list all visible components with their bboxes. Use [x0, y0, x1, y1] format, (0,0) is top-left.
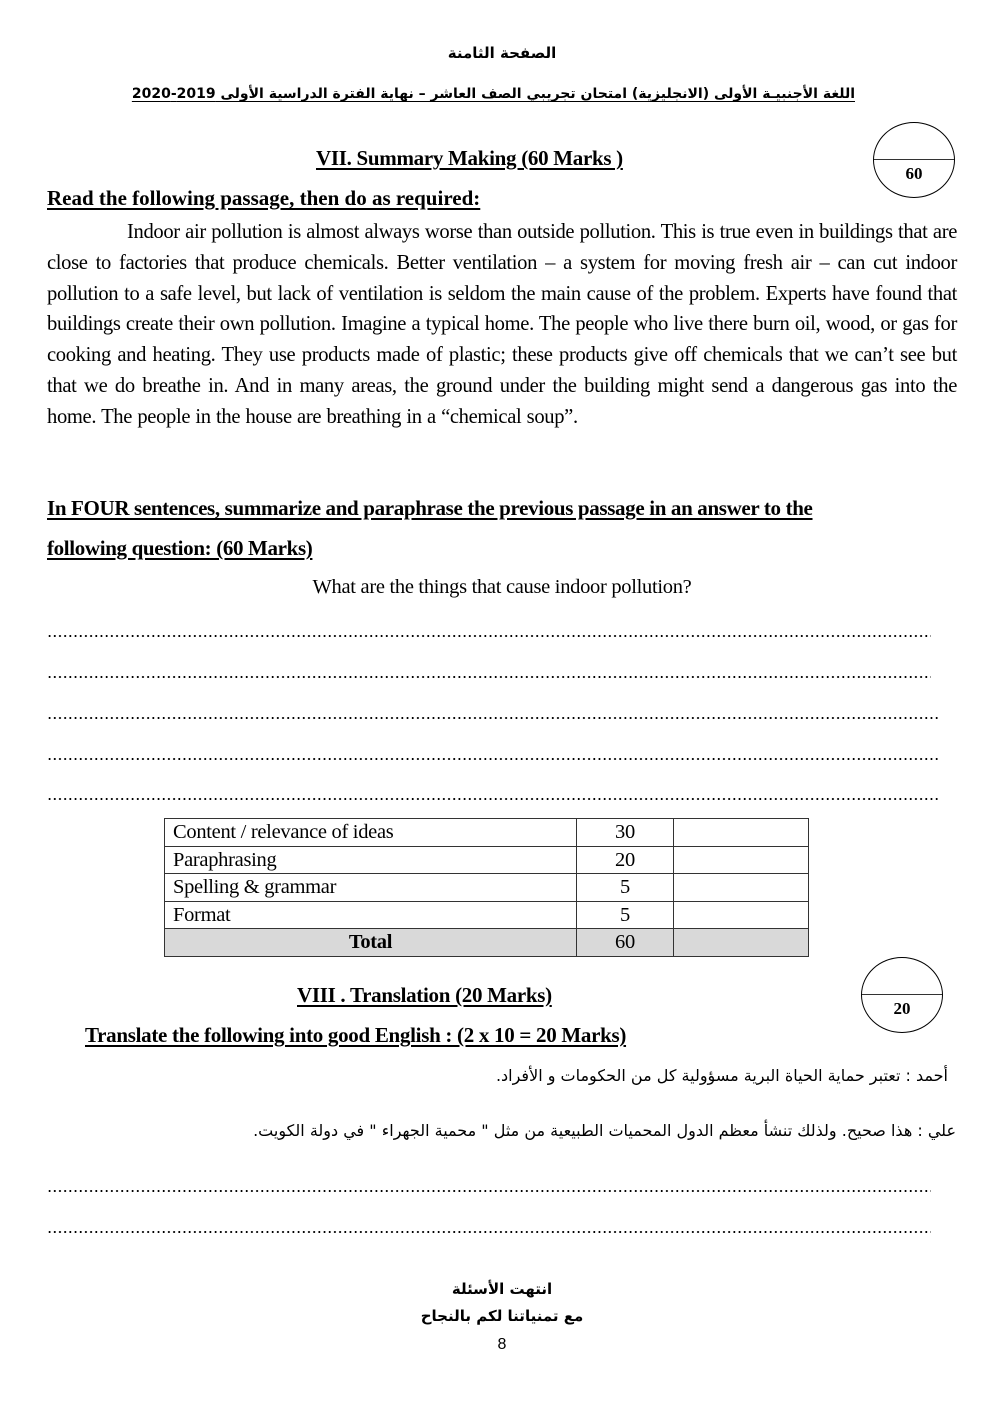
table-row [165, 846, 809, 874]
score-cell[interactable] [674, 846, 809, 874]
page-number: 8 [497, 1336, 507, 1353]
end-of-questions: انتهت الأسئلة [451, 1280, 553, 1298]
summary-question: What are the things that cause indoor pollution? [312, 576, 692, 598]
criterion-cell: Format [165, 901, 577, 929]
passage-text: Indoor air pollution is almost always worse than outside pollution. This is true even in buildings that are close to factories that produce chemicals. Better ventilation – a system for moving fresh air – can cut indoor pollution to a safe level, but lack of ventilation is seldom the main cause of the problem. Experts have found that buildings create their own pollution. Imagine a typical home. The people who live there burn oil, wood, or gas for cooking and heating. They use products made of plastic; these products give off chemicals that we can’t see but that we do breathe in. And in many areas, the ground under the building might send a dangerous gas into the home. The people in the house are breathing in a “chemical soup”. [47, 221, 957, 428]
score-cell[interactable] [674, 874, 809, 902]
score-cell[interactable] [674, 901, 809, 929]
marking-rubric-table [164, 818, 809, 957]
read-passage-instruction: Read the following passage, then do as required: [47, 186, 481, 210]
page-label: الصفحة الثامنة [447, 44, 557, 62]
section-7-heading: VII. Summary Making (60 Marks ) [316, 146, 623, 170]
score-circle-60 [873, 122, 955, 198]
total-marks-cell: 60 [577, 929, 674, 957]
criterion-cell: Content / relevance of ideas [165, 819, 577, 847]
score-circle-value: 20 [893, 998, 911, 1018]
score-circle-divider [874, 159, 954, 160]
criterion-cell: Spelling & grammar [165, 874, 577, 902]
score-circle-divider [862, 994, 942, 995]
summary-task-line-2: following question: (60 Marks) [47, 536, 313, 560]
marks-cell: 5 [577, 901, 674, 929]
summary-task-line-1: In FOUR sentences, summarize and paraphrase the previous passage in an answer to the [47, 496, 813, 520]
translation-answer-line-1[interactable] [47, 1189, 931, 1193]
marks-cell: 20 [577, 846, 674, 874]
table-row [165, 901, 809, 929]
marks-cell: 30 [577, 819, 674, 847]
translation-sentence-2: علي : هذا صحيح. ولذلك تنشأ معظم الدول المحميات الطبيعية من مثل " محمية الجهراء " في دولة الكويت. [253, 1121, 956, 1140]
score-circle-20 [861, 957, 943, 1033]
total-score-cell[interactable] [674, 929, 809, 957]
answer-line-2[interactable] [47, 675, 931, 679]
section-8-heading: VIII . Translation (20 Marks) [297, 983, 552, 1007]
table-row [165, 819, 809, 847]
answer-line-3[interactable] [47, 716, 939, 720]
translation-instruction: Translate the following into good English : (2 x 10 = 20 Marks) [85, 1023, 627, 1047]
table-total-row [165, 929, 809, 957]
answer-line-4[interactable] [47, 757, 939, 761]
translation-answer-line-2[interactable] [47, 1230, 931, 1234]
answer-line-1[interactable] [47, 634, 931, 638]
table-row [165, 874, 809, 902]
translation-sentence-1: أحمد : تعتبر حماية الحياة البرية مسؤولية كل من الحكومات و الأفراد. [495, 1066, 948, 1085]
reading-passage [47, 217, 957, 433]
score-cell[interactable] [674, 819, 809, 847]
score-circle-value: 60 [905, 163, 923, 183]
total-label-cell: Total [165, 929, 577, 957]
answer-line-5[interactable] [47, 797, 939, 801]
criterion-cell: Paraphrasing [165, 846, 577, 874]
good-luck-wish: مع تمنياتنا لكم بالنجاح [420, 1307, 584, 1325]
marks-cell: 5 [577, 874, 674, 902]
exam-title: اللغة الأجنبيـة الأولى (الانجليزية) امتحان تجريبي الصف العاشر – نهاية الفترة الدراسية الأولى 2019-2020 [131, 86, 855, 102]
